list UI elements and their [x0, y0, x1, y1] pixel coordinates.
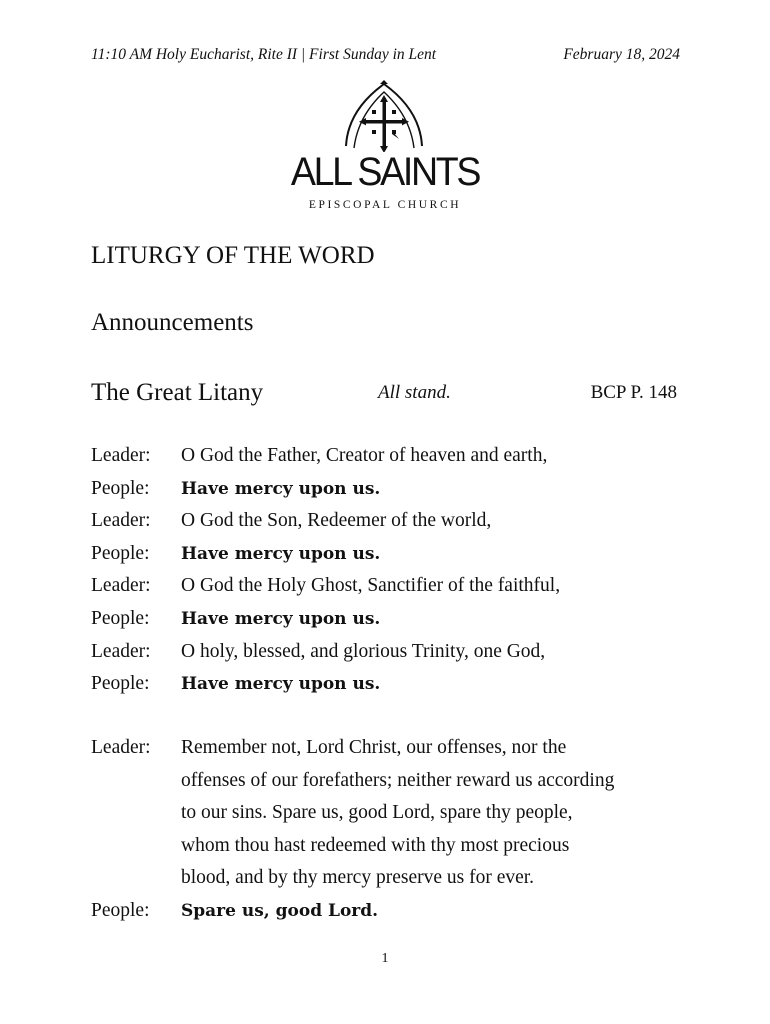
line-text: whom thou hast redeemed with thy most precious — [181, 834, 570, 856]
speaker-label: People: — [91, 673, 150, 695]
service-title: 11:10 AM Holy Eucharist, Rite II | First Sunday in Lent — [91, 46, 437, 63]
line-text: O God the Son, Redeemer of the world, — [181, 510, 492, 532]
line-text: O holy, blessed, and glorious Trinity, one God, — [181, 640, 546, 662]
speaker-label: People: — [91, 900, 150, 921]
logo-wordmark: ALL SAINTS — [290, 150, 480, 194]
page-number: 1 — [381, 951, 389, 966]
service-date: February 18, 2024 — [563, 46, 680, 63]
speaker-label: Leader: — [91, 737, 151, 758]
line-text: Remember not, Lord Christ, our offenses, nor the — [181, 737, 567, 758]
speaker-label: Leader: — [91, 445, 151, 466]
logo-subtitle: EPISCOPAL CHURCH — [308, 199, 462, 211]
speaker-label: People: — [91, 477, 150, 499]
line-text: offenses of our forefathers; neither reward us according — [181, 769, 615, 791]
speaker-label: Leader: — [91, 575, 151, 597]
cross-arch-icon — [280, 80, 490, 152]
litany-title: The Great Litany — [91, 379, 264, 406]
church-logo — [280, 80, 490, 215]
response-text: Have mercy upon us. — [181, 609, 381, 629]
speaker-label: People: — [91, 542, 150, 564]
line-text: blood, and by thy mercy preserve us for ever. — [181, 867, 535, 889]
litany-reference: BCP P. 148 — [590, 382, 677, 403]
response-text: Have mercy upon us. — [181, 478, 381, 499]
response-text: Spare us, good Lord. — [181, 901, 379, 921]
response-text: Have mercy upon us. — [181, 674, 381, 695]
speaker-label: Leader: — [91, 510, 151, 532]
announcements-heading: Announcements — [91, 309, 254, 336]
litany-instruction: All stand. — [378, 382, 451, 403]
liturgy-heading: LITURGY OF THE WORD — [91, 242, 375, 269]
speaker-label: Leader: — [91, 640, 151, 662]
line-text: to our sins. Spare us, good Lord, spare thy people, — [181, 802, 573, 824]
line-text: O God the Father, Creator of heaven and earth, — [181, 445, 548, 466]
speaker-label: People: — [91, 608, 150, 629]
litany-heading-row — [91, 379, 677, 409]
line-text: O God the Holy Ghost, Sanctifier of the faithful, — [181, 575, 561, 597]
response-text: Have mercy upon us. — [181, 543, 381, 564]
